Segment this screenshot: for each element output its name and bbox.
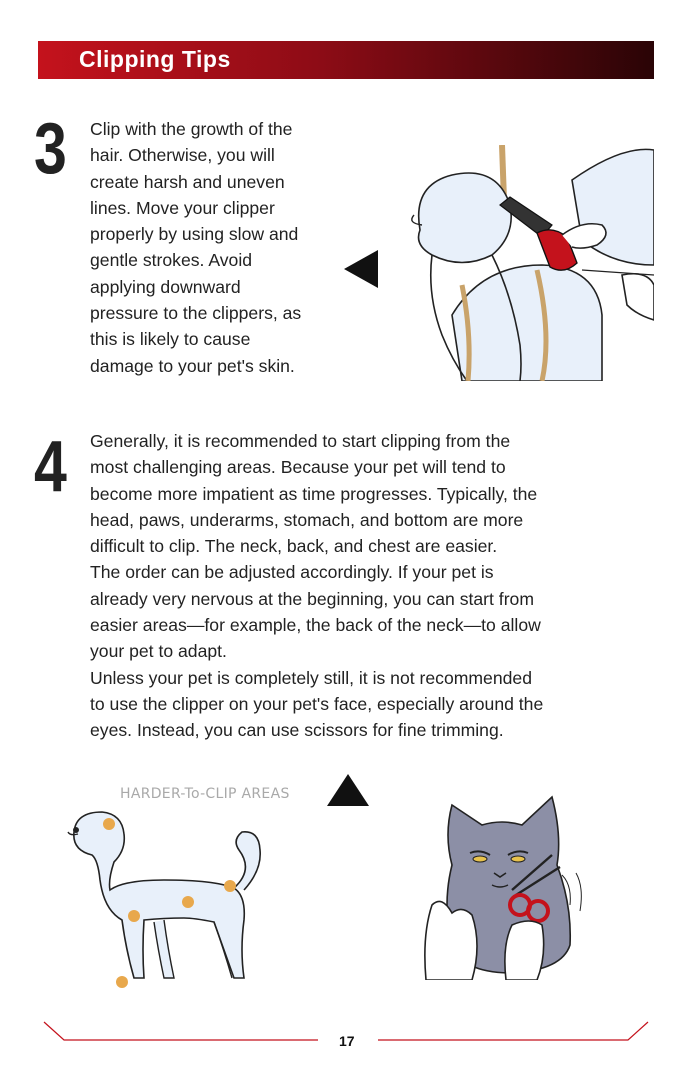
step-4-text (90, 428, 543, 744)
text-line: most challenging areas. Because your pet will tend to (90, 457, 506, 478)
text-line: gentle strokes. Avoid (90, 250, 253, 271)
text-line: applying downward (90, 276, 241, 297)
text-line: to use the clipper on your pet's face, especially around the (90, 693, 544, 714)
text-line: lines. Move your clipper (90, 197, 275, 218)
text-line: easier areas—for example, the back of the neck—to allow (90, 615, 541, 636)
poodle-areas-illustration (64, 810, 274, 990)
step-3-text (90, 116, 301, 379)
step-number-4: 4 (34, 427, 67, 507)
poodle-clipping-illustration (392, 145, 654, 381)
page-number: 17 (339, 1033, 355, 1049)
text-line: Unless your pet is completely still, it is not recommended (90, 667, 532, 688)
pointer-left-icon (344, 250, 378, 288)
text-line: damage to your pet's skin. (90, 355, 295, 376)
text-line: already very nervous at the beginning, you can start from (90, 588, 534, 609)
section-header (38, 41, 654, 79)
text-line: eyes. Instead, you can use scissors for fine trimming. (90, 720, 504, 741)
text-line: Clip with the growth of the (90, 119, 293, 139)
page-title: Clipping Tips (79, 46, 231, 72)
text-line: The order can be adjusted accordingly. If your pet is (90, 562, 494, 583)
text-line: hair. Otherwise, you will (90, 145, 275, 166)
step-number-3: 3 (34, 109, 67, 189)
text-line: pressure to the clippers, as (90, 303, 302, 324)
pointer-up-icon (327, 774, 369, 806)
text-line: this is likely to cause (90, 329, 251, 350)
text-line: properly by using slow and (90, 224, 299, 245)
harder-areas-label: HARDER-To-CLIP AREAS (120, 786, 290, 802)
text-line: difficult to clip. The neck, back, and chest are easier. (90, 536, 498, 557)
text-line: your pet to adapt. (90, 641, 227, 662)
cat-scissors-illustration (412, 795, 592, 980)
text-line: become more impatient as time progresses. Typically, the (90, 483, 538, 504)
text-line: Generally, it is recommended to start clipping from the (90, 431, 511, 451)
text-line: head, paws, underarms, stomach, and bottom are more (90, 509, 524, 530)
text-line: create harsh and uneven (90, 171, 285, 192)
